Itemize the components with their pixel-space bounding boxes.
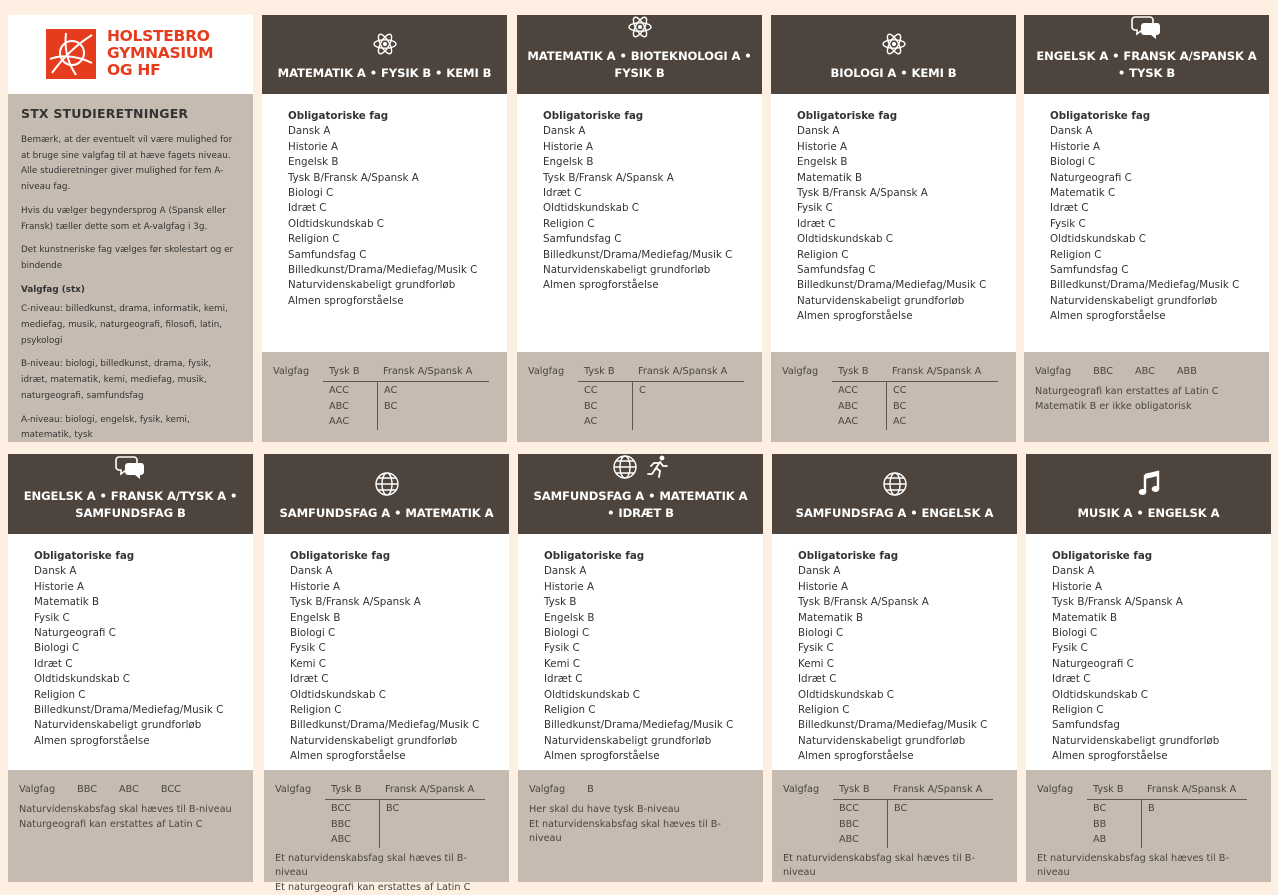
card-footer bbox=[518, 770, 763, 882]
subjects-heading: Obligatoriske fag bbox=[797, 109, 996, 124]
valgfag-grid bbox=[1087, 784, 1247, 848]
subject-item: Almen sprogforståelse bbox=[544, 749, 743, 764]
card-title: SAMFUNDSFAG A • ENGELSK A bbox=[796, 505, 994, 522]
footer-note: Matematik B er ikke obligatorisk bbox=[1035, 400, 1259, 415]
card-header bbox=[518, 454, 763, 534]
subject-item: Religion C bbox=[290, 703, 489, 718]
footer-note: Naturvidenskabsfag skal hæves til B-niveau bbox=[19, 803, 243, 818]
grid-cell: AC bbox=[893, 414, 907, 430]
subject-item: Samfundsfag bbox=[1052, 718, 1251, 733]
subject-item: Idræt C bbox=[543, 186, 742, 201]
subject-item: Biologi C bbox=[34, 641, 233, 656]
subject-item: Matematik B bbox=[1052, 611, 1251, 626]
grid-cell: BC bbox=[584, 399, 632, 415]
globe-icon bbox=[612, 454, 638, 480]
speech-bubbles-icon bbox=[1132, 14, 1162, 40]
subject-item: Dansk A bbox=[288, 124, 487, 139]
subject-item: Fysik C bbox=[290, 641, 489, 656]
sidebar-level: C-niveau: billedkunst, drama, informatik, kemi, mediefag, musik, naturgeografi, filosofi, latin, psykologi bbox=[21, 302, 239, 349]
grid-cell: BB bbox=[1093, 817, 1141, 833]
subject-item: Historie A bbox=[288, 140, 487, 155]
card-header bbox=[771, 15, 1016, 94]
card-header bbox=[8, 454, 253, 534]
study-track-card bbox=[771, 15, 1016, 442]
valgfag-label: Valgfag bbox=[275, 784, 325, 848]
subject-item: Religion C bbox=[1052, 703, 1251, 718]
subject-item: Matematik C bbox=[1050, 186, 1249, 201]
grid-cell: AAC bbox=[838, 414, 886, 430]
subject-item: Oldtidskundskab C bbox=[544, 688, 743, 703]
subject-item: Almen sprogforståelse bbox=[1052, 749, 1251, 764]
grid-header: Tysk B bbox=[325, 784, 379, 799]
valgfag-value: BCC bbox=[161, 784, 181, 795]
subject-item: Historie A bbox=[1052, 580, 1251, 595]
valgfag-grid bbox=[325, 784, 485, 848]
study-track-card bbox=[264, 454, 509, 882]
subject-item: Historie A bbox=[798, 580, 997, 595]
subject-item: Engelsk B bbox=[288, 155, 487, 170]
grid-cell: BBC bbox=[331, 817, 379, 833]
subject-item: Matematik B bbox=[798, 611, 997, 626]
grid-header: Tysk B bbox=[1087, 784, 1141, 799]
logo bbox=[8, 15, 253, 94]
footer-note: Et naturgeografi kan erstattes af Latin C bbox=[275, 881, 499, 895]
grid-header: Fransk A/Spansk A bbox=[887, 784, 982, 799]
card-subjects bbox=[1026, 534, 1271, 765]
subject-item: Billedkunst/Drama/Mediefag/Musik C bbox=[798, 718, 997, 733]
subject-item: Naturgeografi C bbox=[1050, 171, 1249, 186]
valgfag-grid bbox=[578, 366, 744, 430]
sidebar-info bbox=[8, 94, 253, 442]
subject-item: Idræt C bbox=[797, 217, 996, 232]
subject-item: Historie A bbox=[1050, 140, 1249, 155]
speech-bubbles-icon bbox=[116, 454, 146, 480]
sidebar-paragraph: Hvis du vælger begyndersprog A (Spansk eller Fransk) tæller dette som et A-valgfag i 3g. bbox=[21, 204, 239, 235]
grid-cell: ABC bbox=[329, 399, 377, 415]
valgfag-value: BBC bbox=[1093, 366, 1113, 377]
subject-item: Historie A bbox=[543, 140, 742, 155]
subject-item: Billedkunst/Drama/Mediefag/Musik C bbox=[34, 703, 233, 718]
valgfag-label: Valgfag bbox=[529, 784, 565, 795]
card-header bbox=[1024, 15, 1269, 94]
card-footer bbox=[8, 770, 253, 882]
subjects-heading: Obligatoriske fag bbox=[543, 109, 742, 124]
grid-header: Tysk B bbox=[833, 784, 887, 799]
footer-note: Et naturvidenskabsfag skal hæves til B-niveau bbox=[1037, 852, 1261, 881]
valgfag-grid bbox=[323, 366, 489, 430]
card-subjects bbox=[772, 534, 1017, 765]
valgfag-value: ABC bbox=[119, 784, 139, 795]
subject-item: Idræt C bbox=[1050, 201, 1249, 216]
subject-item: Naturvidenskabeligt grundforløb bbox=[288, 278, 487, 293]
subject-item: Biologi C bbox=[290, 626, 489, 641]
valgfag-value: ABB bbox=[1177, 366, 1197, 377]
valgfag-value: B bbox=[587, 784, 594, 795]
globe-icon bbox=[374, 471, 400, 497]
grid-cell: AB bbox=[1093, 832, 1141, 848]
subject-item: Fysik C bbox=[798, 641, 997, 656]
subject-item: Fysik C bbox=[797, 201, 996, 216]
subject-item: Samfundsfag C bbox=[797, 263, 996, 278]
runner-icon bbox=[646, 454, 670, 480]
subject-item: Naturvidenskabeligt grundforløb bbox=[798, 734, 997, 749]
subject-item: Oldtidskundskab C bbox=[543, 201, 742, 216]
subject-item: Idræt C bbox=[1052, 672, 1251, 687]
subjects-heading: Obligatoriske fag bbox=[1050, 109, 1249, 124]
subject-item: Tysk B bbox=[544, 595, 743, 610]
card-subjects bbox=[1024, 94, 1269, 325]
subject-item: Tysk B/Fransk A/Spansk A bbox=[288, 171, 487, 186]
subject-item: Samfundsfag C bbox=[288, 248, 487, 263]
valgfag-label: Valgfag bbox=[19, 784, 55, 795]
subject-item: Religion C bbox=[544, 703, 743, 718]
subject-item: Historie A bbox=[544, 580, 743, 595]
card-header bbox=[517, 15, 762, 94]
subject-item: Biologi C bbox=[1050, 155, 1249, 170]
grid-cell: AC bbox=[384, 383, 397, 399]
logo-line-2: GYMNASIUM bbox=[107, 45, 213, 62]
subject-item: Oldtidskundskab C bbox=[288, 217, 487, 232]
subject-item: Naturgeografi C bbox=[1052, 657, 1251, 672]
subject-item: Religion C bbox=[543, 217, 742, 232]
atom-icon bbox=[881, 31, 907, 57]
grid-cell: CC bbox=[893, 383, 907, 399]
card-subjects bbox=[264, 534, 509, 765]
subject-item: Dansk A bbox=[1052, 564, 1251, 579]
subject-item: Naturvidenskabeligt grundforløb bbox=[544, 734, 743, 749]
card-title: MUSIK A • ENGELSK A bbox=[1078, 505, 1220, 522]
grid-cell: AC bbox=[584, 414, 632, 430]
footer-note: Naturgeografi kan erstattes af Latin C bbox=[1035, 385, 1259, 400]
subject-item: Kemi C bbox=[544, 657, 743, 672]
grid-cell: ACC bbox=[329, 383, 377, 399]
subject-item: Naturgeografi C bbox=[34, 626, 233, 641]
subject-item: Oldtidskundskab C bbox=[1052, 688, 1251, 703]
grid-cell: AAC bbox=[329, 414, 377, 430]
subjects-heading: Obligatoriske fag bbox=[288, 109, 487, 124]
subject-item: Samfundsfag C bbox=[543, 232, 742, 247]
sidebar-level: A-niveau: biologi, engelsk, fysik, kemi, matematik, tysk bbox=[21, 413, 239, 444]
grid-header: Tysk B bbox=[832, 366, 886, 381]
subject-item: Billedkunst/Drama/Mediefag/Musik C bbox=[288, 263, 487, 278]
subject-item: Dansk A bbox=[1050, 124, 1249, 139]
globe-icon bbox=[882, 471, 908, 497]
subject-item: Almen sprogforståelse bbox=[797, 309, 996, 324]
valgfag-label: Valgfag bbox=[782, 366, 832, 430]
card-footer bbox=[1026, 770, 1271, 882]
subject-item: Billedkunst/Drama/Mediefag/Musik C bbox=[543, 248, 742, 263]
logo-line-1: HOLSTEBRO bbox=[107, 28, 213, 45]
subject-item: Fysik C bbox=[34, 611, 233, 626]
subject-item: Fysik C bbox=[1052, 641, 1251, 656]
subject-item: Billedkunst/Drama/Mediefag/Musik C bbox=[1050, 278, 1249, 293]
subject-item: Almen sprogforståelse bbox=[543, 278, 742, 293]
atom-icon bbox=[372, 31, 398, 57]
grid-cell: BBC bbox=[839, 817, 887, 833]
subjects-heading: Obligatoriske fag bbox=[34, 549, 233, 564]
grid-cell: ABC bbox=[839, 832, 887, 848]
valgfag-label: Valgfag bbox=[783, 784, 833, 848]
subject-item: Oldtidskundskab C bbox=[797, 232, 996, 247]
study-track-card bbox=[518, 454, 763, 882]
grid-cell: BCC bbox=[839, 801, 887, 817]
study-track-card bbox=[772, 454, 1017, 882]
valgfag-label: Valgfag bbox=[273, 366, 323, 430]
valgfag-grid bbox=[833, 784, 993, 848]
subject-item: Dansk A bbox=[798, 564, 997, 579]
subject-item: Matematik B bbox=[797, 171, 996, 186]
subject-item: Idræt C bbox=[798, 672, 997, 687]
grid-cell: B bbox=[1148, 801, 1155, 817]
study-track-card bbox=[1026, 454, 1271, 882]
subject-item: Naturvidenskabeligt grundforløb bbox=[1050, 294, 1249, 309]
subject-item: Tysk B/Fransk A/Spansk A bbox=[1052, 595, 1251, 610]
subject-item: Biologi C bbox=[1052, 626, 1251, 641]
card-title: ENGELSK A • FRANSK A/TYSK A • SAMFUNDSFAG B bbox=[18, 488, 243, 522]
atom-icon bbox=[627, 14, 653, 40]
grid-header: Fransk A/Spansk A bbox=[632, 366, 727, 381]
grid-cell: CC bbox=[584, 383, 632, 399]
footer-note: Et naturvidenskabsfag skal hæves til B-niveau bbox=[783, 852, 1007, 881]
subject-item: Naturvidenskabeligt grundforløb bbox=[1052, 734, 1251, 749]
card-title: MATEMATIK A • BIOTEKNOLOGI A • FYSIK B bbox=[527, 48, 752, 82]
grid-cell: BCC bbox=[331, 801, 379, 817]
card-subjects bbox=[517, 94, 762, 294]
subject-item: Almen sprogforståelse bbox=[798, 749, 997, 764]
study-track-card bbox=[8, 454, 253, 882]
card-header bbox=[262, 15, 507, 94]
logo-mark-icon bbox=[46, 29, 96, 79]
card-footer bbox=[1024, 352, 1269, 442]
subject-item: Dansk A bbox=[290, 564, 489, 579]
subject-item: Tysk B/Fransk A/Spansk A bbox=[290, 595, 489, 610]
subject-item: Fysik C bbox=[544, 641, 743, 656]
footer-note: Naturgeografi kan erstattes af Latin C bbox=[19, 818, 243, 833]
subject-item: Idræt C bbox=[34, 657, 233, 672]
card-footer bbox=[264, 770, 509, 882]
study-track-card bbox=[262, 15, 507, 442]
subject-item: Religion C bbox=[288, 232, 487, 247]
subject-item: Kemi C bbox=[290, 657, 489, 672]
subject-item: Religion C bbox=[798, 703, 997, 718]
card-subjects bbox=[771, 94, 1016, 325]
grid-cell: BC bbox=[384, 399, 397, 415]
grid-header: Fransk A/Spansk A bbox=[377, 366, 472, 381]
subject-item: Engelsk B bbox=[797, 155, 996, 170]
sidebar-title: STX STUDIERETNINGER bbox=[21, 106, 239, 121]
subjects-heading: Obligatoriske fag bbox=[1052, 549, 1251, 564]
subject-item: Biologi C bbox=[544, 626, 743, 641]
sidebar-paragraph: Det kunstneriske fag vælges før skolestart og er bindende bbox=[21, 243, 239, 274]
subject-item: Tysk B/Fransk A/Spansk A bbox=[798, 595, 997, 610]
grid-header: Fransk A/Spansk A bbox=[379, 784, 474, 799]
card-header bbox=[772, 454, 1017, 534]
card-title: ENGELSK A • FRANSK A/SPANSK A • TYSK B bbox=[1034, 48, 1259, 82]
valgfag-value: ABC bbox=[1135, 366, 1155, 377]
valgfag-grid bbox=[832, 366, 998, 430]
subject-item: Biologi C bbox=[798, 626, 997, 641]
subject-item: Dansk A bbox=[797, 124, 996, 139]
subject-item: Idræt C bbox=[290, 672, 489, 687]
logo-line-3: OG HF bbox=[107, 62, 213, 79]
subjects-heading: Obligatoriske fag bbox=[798, 549, 997, 564]
subject-item: Religion C bbox=[797, 248, 996, 263]
subject-item: Dansk A bbox=[34, 564, 233, 579]
card-subjects bbox=[8, 534, 253, 749]
subject-item: Almen sprogforståelse bbox=[1050, 309, 1249, 324]
subject-item: Engelsk B bbox=[544, 611, 743, 626]
subject-item: Almen sprogforståelse bbox=[34, 734, 233, 749]
footer-note: Et naturvidenskabsfag skal hæves til B-niveau bbox=[275, 852, 499, 881]
card-header bbox=[264, 454, 509, 534]
subject-item: Historie A bbox=[290, 580, 489, 595]
subject-item: Naturvidenskabeligt grundforløb bbox=[797, 294, 996, 309]
valgfag-label: Valgfag bbox=[1035, 366, 1071, 377]
valgfag-value: BBC bbox=[77, 784, 97, 795]
card-footer bbox=[517, 352, 762, 442]
subject-item: Oldtidskundskab C bbox=[290, 688, 489, 703]
card-title: SAMFUNDSFAG A • MATEMATIK A • IDRÆT B bbox=[528, 488, 753, 522]
grid-cell: BC bbox=[1093, 801, 1141, 817]
subject-item: Idræt C bbox=[544, 672, 743, 687]
footer-note: Her skal du have tysk B-niveau bbox=[529, 803, 753, 818]
card-subjects bbox=[262, 94, 507, 309]
subject-item: Dansk A bbox=[544, 564, 743, 579]
sidebar-valgfag-title: Valgfag (stx) bbox=[21, 283, 239, 299]
card-title: SAMFUNDSFAG A • MATEMATIK A bbox=[279, 505, 493, 522]
sidebar-paragraph: Bemærk, at der eventuelt vil være mulighed for at bruge sine valgfag til at hæve fagets niveau. Alle studieretninger giver mulighed for fem A-niveau fag. bbox=[21, 133, 239, 196]
subjects-heading: Obligatoriske fag bbox=[290, 549, 489, 564]
card-title: MATEMATIK A • FYSIK B • KEMI B bbox=[278, 65, 492, 82]
subject-item: Biologi C bbox=[288, 186, 487, 201]
subject-item: Fysik C bbox=[1050, 217, 1249, 232]
grid-cell: BC bbox=[893, 399, 907, 415]
valgfag-label: Valgfag bbox=[1037, 784, 1087, 848]
grid-cell: BC bbox=[894, 801, 907, 817]
subject-item: Religion C bbox=[34, 688, 233, 703]
study-track-card bbox=[517, 15, 762, 442]
grid-cell: ACC bbox=[838, 383, 886, 399]
sidebar-level: B-niveau: biologi, billedkunst, drama, fysik, idræt, matematik, kemi, mediefag, musik, naturgeografi, samfundsfag bbox=[21, 357, 239, 404]
grid-header: Fransk A/Spansk A bbox=[886, 366, 981, 381]
music-note-icon bbox=[1137, 471, 1161, 497]
subject-item: Idræt C bbox=[288, 201, 487, 216]
subject-item: Religion C bbox=[1050, 248, 1249, 263]
subject-item: Naturvidenskabeligt grundforløb bbox=[543, 263, 742, 278]
subject-item: Historie A bbox=[797, 140, 996, 155]
subject-item: Oldtidskundskab C bbox=[798, 688, 997, 703]
subjects-heading: Obligatoriske fag bbox=[544, 549, 743, 564]
subject-item: Almen sprogforståelse bbox=[290, 749, 489, 764]
card-title: BIOLOGI A • KEMI B bbox=[831, 65, 957, 82]
grid-cell: ABC bbox=[331, 832, 379, 848]
card-footer bbox=[772, 770, 1017, 882]
subject-item: Tysk B/Fransk A/Spansk A bbox=[797, 186, 996, 201]
valgfag-label: Valgfag bbox=[528, 366, 578, 430]
subject-item: Dansk A bbox=[543, 124, 742, 139]
subject-item: Historie A bbox=[34, 580, 233, 595]
subject-item: Billedkunst/Drama/Mediefag/Musik C bbox=[290, 718, 489, 733]
subject-item: Naturvidenskabeligt grundforløb bbox=[34, 718, 233, 733]
subject-item: Kemi C bbox=[798, 657, 997, 672]
subject-item: Samfundsfag C bbox=[1050, 263, 1249, 278]
subject-item: Engelsk B bbox=[290, 611, 489, 626]
subject-item: Engelsk B bbox=[543, 155, 742, 170]
card-subjects bbox=[518, 534, 763, 765]
card-header bbox=[1026, 454, 1271, 534]
footer-note: Et naturvidenskabsfag skal hæves til B-niveau bbox=[529, 818, 753, 847]
card-footer bbox=[771, 352, 1016, 442]
subject-item: Billedkunst/Drama/Mediefag/Musik C bbox=[797, 278, 996, 293]
grid-cell: ABC bbox=[838, 399, 886, 415]
subject-item: Oldtidskundskab C bbox=[34, 672, 233, 687]
grid-cell: BC bbox=[386, 801, 399, 817]
grid-cell: C bbox=[639, 383, 646, 399]
study-track-card bbox=[1024, 15, 1269, 442]
subject-item: Oldtidskundskab C bbox=[1050, 232, 1249, 247]
grid-header: Tysk B bbox=[323, 366, 377, 381]
subject-item: Almen sprogforståelse bbox=[288, 294, 487, 309]
subject-item: Matematik B bbox=[34, 595, 233, 610]
grid-header: Tysk B bbox=[578, 366, 632, 381]
grid-header: Fransk A/Spansk A bbox=[1141, 784, 1236, 799]
subject-item: Tysk B/Fransk A/Spansk A bbox=[543, 171, 742, 186]
card-footer bbox=[262, 352, 507, 442]
subject-item: Naturvidenskabeligt grundforløb bbox=[290, 734, 489, 749]
subject-item: Billedkunst/Drama/Mediefag/Musik C bbox=[544, 718, 743, 733]
